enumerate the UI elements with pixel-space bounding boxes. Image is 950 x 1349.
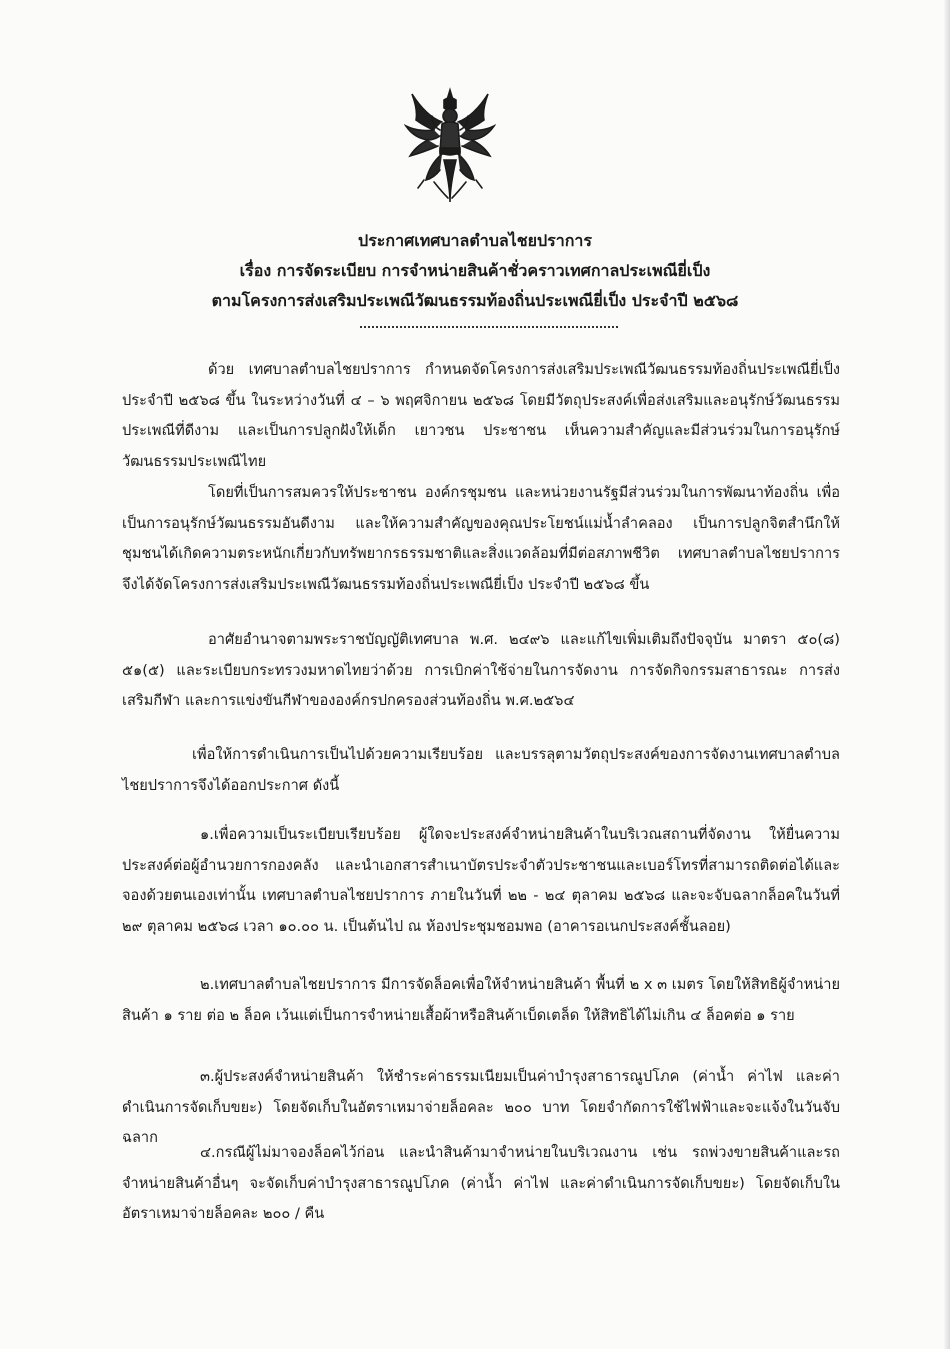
- garuda-emblem-icon: [404, 86, 496, 204]
- paragraph-purpose: เพื่อให้การดำเนินการเป็นไปด้วยความเรียบร้อย และบรรลุตามวัตถุประสงค์ของการจัดงานเทศบาลตำบลไชยปราการจึงได้ออกประกาศ ดังนี้: [122, 746, 840, 794]
- scan-edge-shadow: [944, 0, 950, 1349]
- clause-4: ๔.กรณีผู้ไม่มาจองล็อคไว้ก่อน และนำสินค้ามาจำหน่ายในบริเวณงาน เช่น รถพ่วงขายสินค้าและรถจำหน่ายสินค้าอื่นๆ จะจัดเก็บค่าบำรุงสาธารณูปโภค (ค่าน้ำ ค่าไฟ และค่าดำเนินการจัดเก็บขยะ) โดยจัดเก็บในอัตราเหมาจ่ายล็อคละ ๒๐๐ / คืน: [122, 1144, 840, 1222]
- announcement-subject: เรื่อง การจัดระเบียบ การจำหน่ายสินค้าชั่วคราวเทศกาลประเพณียี่เป็ง: [239, 261, 711, 280]
- announcement-project: ตามโครงการส่งเสริมประเพณีวัฒนธรรมท้องถิ่นประเพณียี่เป็ง ประจำปี ๒๕๖๘: [211, 291, 739, 310]
- announcement-issuer: ประกาศเทศบาลตำบลไชยปราการ: [358, 231, 592, 250]
- header-divider: [360, 326, 618, 328]
- announcement-header: [0, 226, 950, 316]
- paragraph-rationale: โดยที่เป็นการสมควรให้ประชาชน องค์กรชุมชน และหน่วยงานรัฐมีส่วนร่วมในการพัฒนาท้องถิ่น เพื่อเป็นการอนุรักษ์วัฒนธรรมอันดีงาม และให้ความสำคัญของคุณประโยชน์แม่น้ำลำคลอง เป็นการปลูกจิตสำนึกให้ชุมชนได้เกิดความตระหนักเกี่ยวกับทรัพยากรธรรมชาติและสิ่งแวดล้อมที่มีต่อสภาพชีวิต เทศบาลตำบลไชยปราการ จึงได้จัดโครงการส่งเสริมประเพณีวัฒนธรรมท้องถิ่นประเพณียี่เป็ง ประจำปี ๒๕๖๘ ขึ้น: [122, 484, 840, 593]
- clause-3: ๓.ผู้ประสงค์จำหน่ายสินค้า ให้ชำระค่าธรรมเนียมเป็นค่าบำรุงสาธารณูปโภค (ค่าน้ำ ค่าไฟ และค่าดำเนินการจัดเก็บขยะ) โดยจัดเก็บในอัตราเหมาจ่ายล็อคละ ๒๐๐ บาท โดยจำกัดการใช้ไฟฟ้าและจะแจ้งในวันจับฉลาก: [122, 1068, 840, 1146]
- clause-1: ๑.เพื่อความเป็นระเบียบเรียบร้อย ผู้ใดจะประสงค์จำหน่ายสินค้าในบริเวณสถานที่จัดงาน ให้ยื่นความประสงค์ต่อผู้อำนวยการกองคลัง และนำเอกสารสำเนาบัตรประจำตัวประชาชนและเบอร์โทรที่สามารถติดต่อได้และจองด้วยตนเองเท่านั้น เทศบาลตำบลไชยปราการ ภายในวันที่ ๒๒ - ๒๔ ตุลาคม ๒๕๖๘ และจะจับฉลากล็อคในวันที่ ๒๙ ตุลาคม ๒๕๖๘ เวลา ๑๐.๐๐ น. เป็นต้นไป ณ ห้องประชุมชอมพอ (อาคารอเนกประสงค์ชั้นลอย): [122, 826, 840, 935]
- clause-2: ๒.เทศบาลตำบลไชยปราการ มีการจัดล็อคเพื่อให้จำหน่ายสินค้า พื้นที่ ๒ x ๓ เมตร โดยให้สิทธิผู้จำหน่ายสินค้า ๑ ราย ต่อ ๒ ล็อค เว้นแต่เป็นการจำหน่ายเสื้อผ้าหรือสินค้าเบ็ดเตล็ด ให้สิทธิได้ไม่เกิน ๔ ล็อคต่อ ๑ ราย: [122, 976, 840, 1024]
- paragraph-intro: ด้วย เทศบาลตำบลไชยปราการ กำหนดจัดโครงการส่งเสริมประเพณีวัฒนธรรมท้องถิ่นประเพณียี่เป็ง ประจำปี ๒๕๖๘ ขึ้น ในระหว่างวันที่ ๔ – ๖ พฤศจิกายน ๒๕๖๘ โดยมีวัตถุประสงค์เพื่อส่งเสริมและอนุรักษ์วัฒนธรรม ประเพณีที่ดีงาม และเป็นการปลูกฝังให้เด็ก เยาวชน ประชาชน เห็นความสำคัญและมีส่วนร่วมในการอนุรักษ์วัฒนธรรมประเพณีไทย: [122, 361, 840, 470]
- paragraph-legal-basis: อาศัยอำนาจตามพระราชบัญญัติเทศบาล พ.ศ. ๒๔๙๖ และแก้ไขเพิ่มเติมถึงปัจจุบัน มาตรา ๕๐(๘) ๕๑(๕) และระเบียบกระทรวงมหาดไทยว่าด้วย การเบิกค่าใช้จ่ายในการจัดงาน การจัดกิจกรรมสาธารณะ การส่งเสริมกีฬา และการแข่งขันกีฬาขององค์กรปกครองส่วนท้องถิ่น พ.ศ.๒๕๖๔: [122, 631, 840, 709]
